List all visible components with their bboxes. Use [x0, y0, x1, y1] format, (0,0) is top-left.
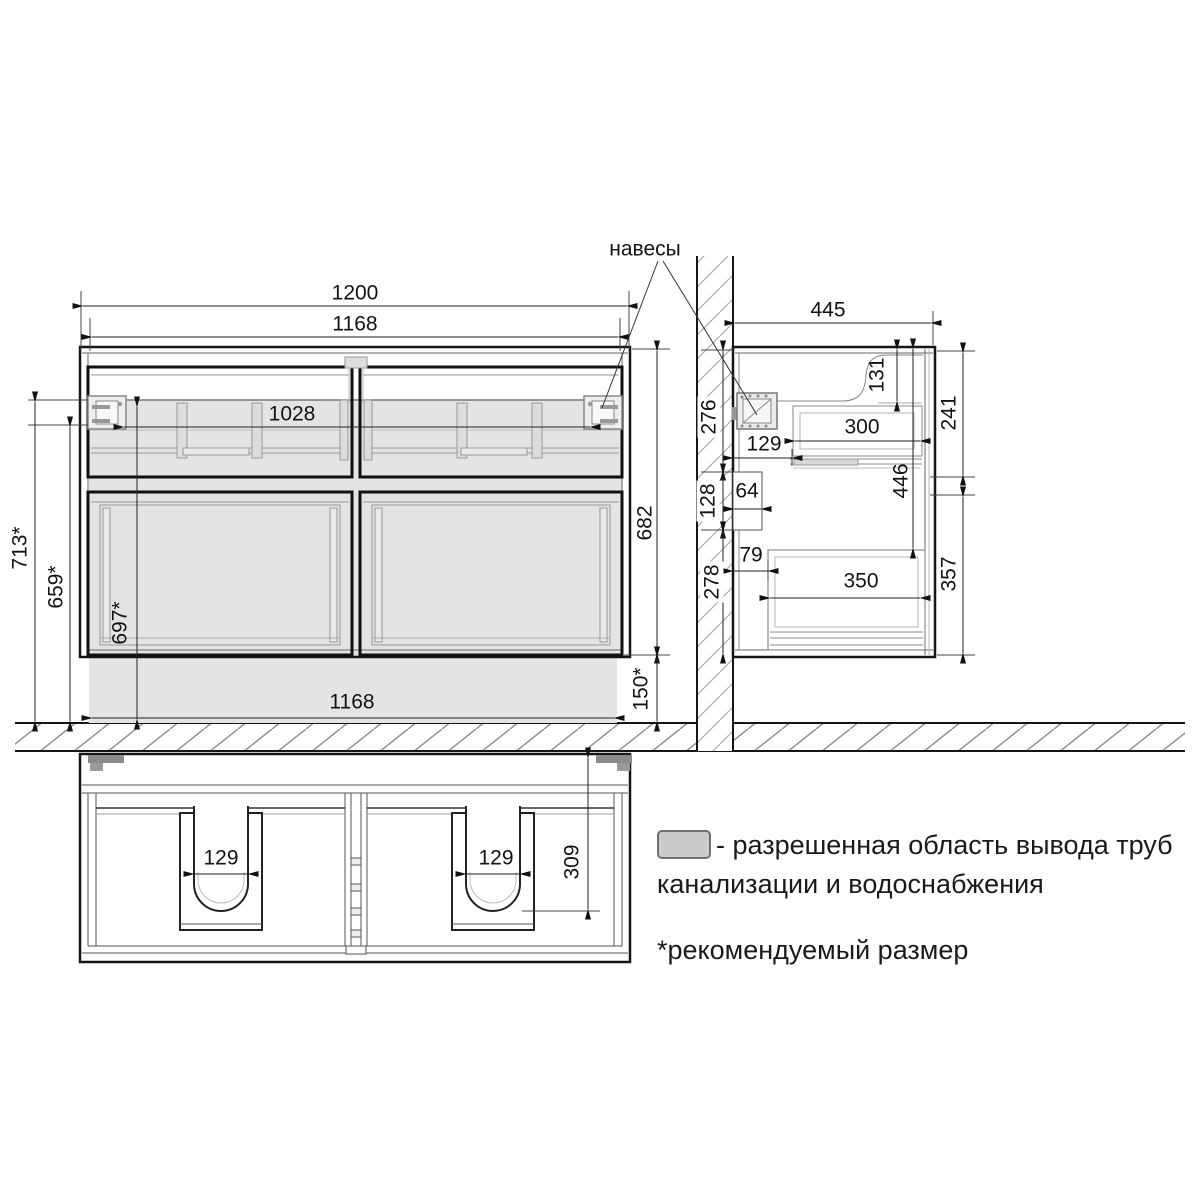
hanger-bracket-right [584, 396, 622, 429]
top-clip [345, 357, 367, 403]
dim-side-drawer-depth: 300 [844, 415, 880, 439]
floor-section [15, 723, 1185, 751]
hangers-label: навесы [609, 237, 681, 261]
dim-front-inner-width: 1168 [332, 312, 378, 336]
dim-front-rail-height: 697* [108, 601, 132, 645]
dim-bottom-cutout-depth: 309 [560, 844, 584, 880]
front-view [80, 347, 630, 723]
lower-drawer-profile [768, 550, 925, 650]
dim-front-floor-gap: 150* [629, 667, 653, 711]
dim-side-upper-front-height: 241 [937, 395, 961, 431]
dim-side-lower-inset: 79 [739, 543, 763, 567]
side-view [732, 347, 935, 657]
dim-side-wall-middle: 128 [697, 480, 720, 521]
dim-side-wall-lower: 278 [701, 561, 724, 602]
dim-front-hanger-span: 1028 [268, 402, 316, 426]
hanger-bracket-left [88, 396, 126, 429]
dim-bottom-right-cutout: 129 [478, 846, 514, 870]
recommended-size-note: *рекомендуемый размер [657, 935, 969, 965]
pipe-zone-legend-swatch [658, 831, 710, 858]
dim-side-wall-upper: 276 [698, 396, 721, 437]
dim-side-top-inset: 131 [865, 357, 889, 393]
bottom-view [80, 754, 632, 962]
dim-side-lower-depth: 350 [843, 569, 879, 593]
dim-front-body-height: 682 [633, 505, 657, 541]
dim-front-total-height: 713* [8, 526, 32, 570]
dim-front-pipe-zone-width: 1168 [329, 690, 375, 714]
dim-front-total-width: 1200 [331, 281, 379, 305]
dim-side-hanger-depth: 129 [746, 432, 782, 456]
legend-description-line2: канализации и водоснабжения [657, 869, 1044, 899]
dim-front-hanger-height: 659* [44, 565, 68, 609]
dim-bottom-left-cutout: 129 [203, 846, 239, 870]
dim-side-pipe-inset: 64 [735, 479, 759, 503]
dim-side-drawer-height: 446 [889, 463, 913, 499]
dim-side-lower-front-height: 357 [937, 556, 961, 592]
dim-side-depth: 445 [810, 298, 846, 322]
legend-description-line1: - разрешенная область вывода труб [716, 830, 1173, 860]
